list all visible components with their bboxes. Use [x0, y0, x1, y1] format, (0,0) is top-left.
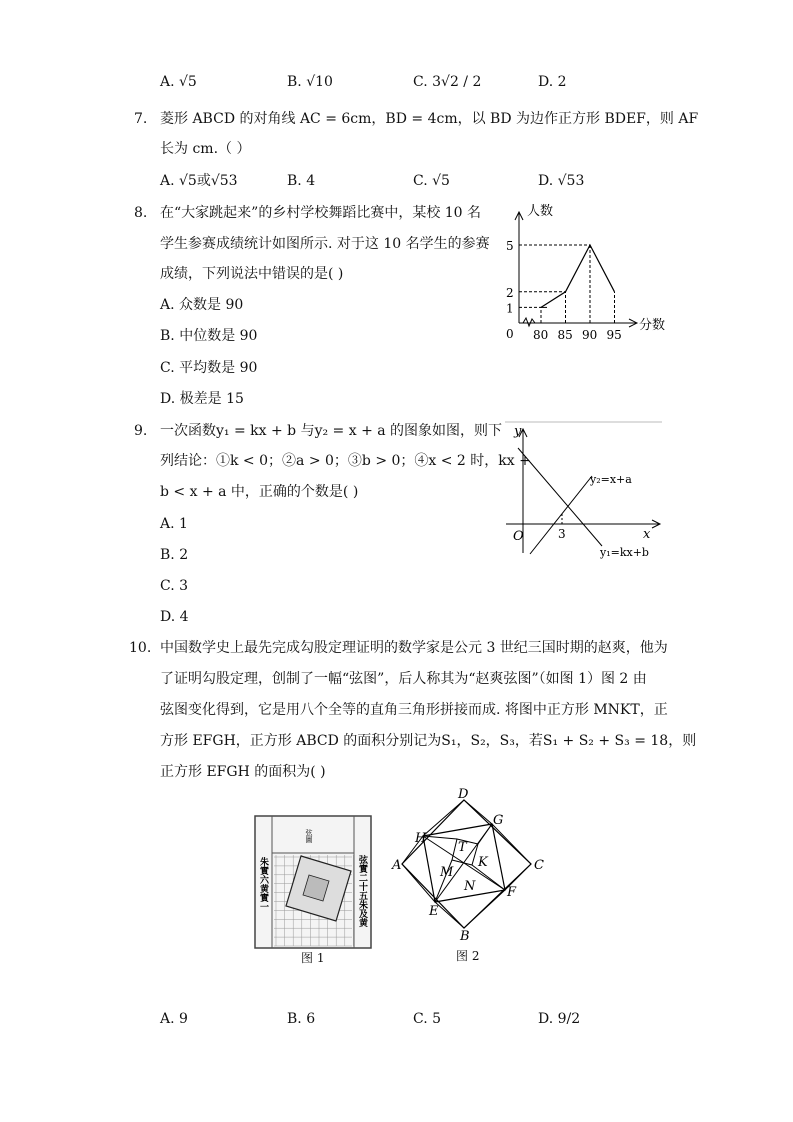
q10-option-a: A. 9	[160, 1011, 188, 1027]
label-m: M	[440, 865, 454, 880]
label-h: H	[415, 831, 427, 846]
question-text-line: 成绩，下列说法中错误的是( )	[160, 266, 344, 282]
question-text-line: 了证明勾股定理，创制了一幅“弦图”，后人称其为“赵爽弦图”（如图 1）图 2 由	[160, 671, 647, 687]
question-number: 10.	[129, 640, 152, 656]
line-y2	[530, 476, 592, 554]
question-text-line: 中国数学史上最先完成勾股定理证明的数学家是公元 3 世纪三国时期的赵爽，他为	[160, 640, 668, 656]
q8-option-b: B. 中位数是 90	[160, 328, 258, 344]
q10-option-b: B. 6	[287, 1011, 316, 1027]
q7-option-b: B. 4	[287, 173, 316, 189]
label-a: A	[392, 858, 402, 873]
x-axis-label: 分数	[639, 318, 666, 333]
q8-option-c: C. 平均数是 90	[160, 360, 258, 376]
question-text-line: 在“大家跳起来”的乡村学校舞蹈比赛中，某校 10 名	[160, 205, 482, 221]
origin-label: 0	[506, 327, 514, 341]
q9-option-c: C. 3	[160, 578, 189, 594]
q8-option-a: A. 众数是 90	[160, 297, 244, 313]
tick-label-3: 3	[558, 527, 566, 541]
question-number: 8.	[134, 205, 148, 221]
x-tick-label: 95	[606, 328, 622, 342]
fig1-top-text: 弦圖	[305, 829, 313, 843]
label-g: G	[493, 813, 504, 828]
q6-option-b: B. √10	[287, 74, 333, 90]
question-number: 9.	[134, 423, 148, 439]
x-tick-label: 80	[533, 328, 549, 342]
question-text-line: 方形 EFGH，正方形 ABCD 的面积分别记为S₁，S₂，S₃，若S₁ + S₂ + S₃ = 18，则	[160, 733, 697, 749]
question-text-line: 正方形 EFGH 的面积为( )	[160, 764, 326, 780]
label-c: C	[534, 858, 544, 873]
question-text-line: 学生参赛成绩统计如图所示. 对于这 10 名学生的参赛	[160, 236, 490, 252]
label-k: K	[478, 855, 488, 870]
q7-option-c: C. √5	[413, 173, 450, 189]
x-axis-label: x	[643, 527, 651, 542]
question-text-line: b < x + a 中，正确的个数是( )	[160, 484, 359, 500]
q10-option-d: D. 9/2	[538, 1011, 581, 1027]
label-n: N	[464, 879, 476, 894]
label-e: E	[429, 904, 439, 919]
axis-break	[523, 318, 535, 326]
label-t: T	[458, 840, 467, 855]
linear-function-graph	[500, 418, 665, 568]
q9-option-b: B. 2	[160, 547, 189, 563]
question-number: 7.	[134, 111, 148, 127]
question-text-line: 菱形 ABCD 的对角线 AC = 6cm，BD = 4cm，以 BD 为边作正方形 BDEF，则 AF	[160, 111, 699, 127]
q6-option-d: D. 2	[538, 74, 567, 90]
q6-option-a: A. √5	[160, 74, 197, 90]
label-b: B	[460, 929, 470, 944]
q7-option-d: D. √53	[538, 173, 585, 189]
figure-2-caption: 图 2	[456, 949, 480, 963]
q10-option-c: C. 5	[413, 1011, 442, 1027]
line-y1-label: y₁=kx+b	[600, 546, 649, 559]
q8-option-d: D. 极差是 15	[160, 391, 244, 407]
question-text-line: 列结论：①k < 0；②a > 0；③b > 0；④x < 2 时，kx +	[160, 453, 531, 469]
origin-label: O	[513, 529, 524, 544]
q6-option-c: C. 3√2 / 2	[413, 74, 482, 90]
x-tick-label: 90	[582, 328, 598, 342]
label-d: D	[458, 787, 469, 802]
q7-option-a: A. √5或√53	[160, 173, 238, 189]
figure-1-caption: 图 1	[301, 951, 325, 965]
y-axis-label: 人数	[527, 204, 554, 219]
question-text-line: 弦图变化得到，它是用八个全等的直角三角形拼接而成. 将图中正方形 MNKT，正	[160, 702, 668, 718]
line-y2-label: y₂=x+a	[590, 473, 632, 486]
y-tick-label: 1	[506, 301, 514, 316]
q9-option-d: D. 4	[160, 609, 189, 625]
series-line	[541, 245, 615, 307]
question-text-line: 一次函数y₁ = kx + b 与y₂ = x + a 的图象如图，则下	[160, 423, 503, 439]
figure-1-xian-tu	[254, 815, 372, 949]
q9-option-a: A. 1	[160, 516, 188, 532]
question-text-line: 长为 cm.（ ）	[160, 141, 251, 157]
figure-2-diagram	[390, 786, 550, 946]
y-tick-label: 5	[506, 239, 514, 253]
x-tick-label: 85	[557, 328, 573, 342]
fig1-left-text: 朱實六黄實一	[258, 857, 268, 911]
score-chart	[497, 198, 667, 348]
fig1-right-text: 弦實二十五朱及黄	[357, 855, 367, 927]
y-axis-label: y	[514, 424, 522, 439]
y-tick-label: 2	[506, 285, 514, 300]
label-f: F	[507, 885, 517, 900]
